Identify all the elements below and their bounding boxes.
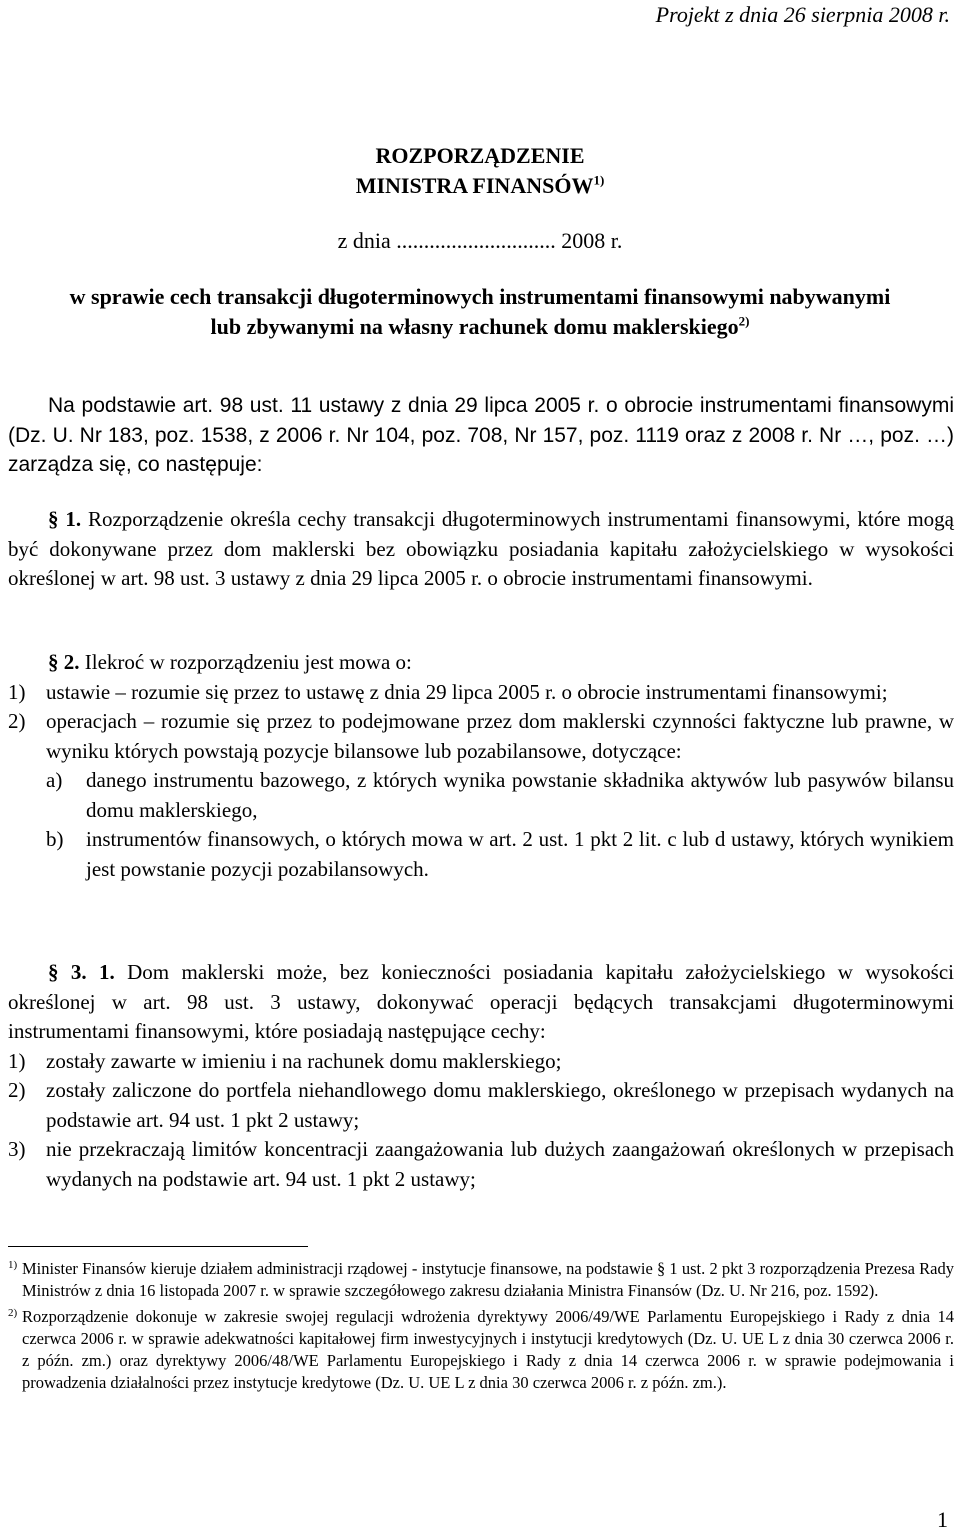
section-2-intro-text: Ilekroć w rozporządzeniu jest mowa o:	[84, 650, 412, 674]
sublist-item	[46, 825, 954, 884]
list-item-text: operacjach – rozumie się przez to podejmowane przez dom maklerski czynności faktyczne lub prawne, w wyniku których powstają pozycje bilansowe lub pozabilansowe, dotyczące:	[46, 709, 954, 763]
footnote-ref-1: 1)	[593, 172, 605, 188]
subject-line-2-text: lub zbywanymi na własny rachunek domu maklerskiego	[210, 314, 739, 339]
section-2-sublist	[8, 766, 954, 884]
document-type-title: ROZPORZĄDZENIE	[375, 143, 585, 168]
subject-line-2	[0, 312, 960, 342]
subject-line-1: w sprawie cech transakcji długoterminowych instrumentami finansowymi nabywanymi	[69, 284, 891, 309]
list-item-label: 1)	[8, 1048, 26, 1073]
section-3-number: 1.	[99, 960, 115, 984]
section-1-text: Rozporządzenie określa cechy transakcji długoterminowych instrumentami finansowymi, które mogą być dokonywane przez dom maklerski bez obowiązku posiadania kapitału założycielskiego w wysokości określonej w art. 98 ust. 3 ustawy z dnia 29 lipca 2005 r. o obrocie instrumentami finansowymi.	[8, 507, 954, 590]
section-1	[8, 505, 954, 594]
date-line: z dnia ............................. 2008 r.	[337, 228, 623, 253]
list-item	[8, 1047, 954, 1077]
footnote-mark: 1)	[8, 1259, 18, 1271]
list-item	[8, 1135, 954, 1194]
section-3-intro	[8, 958, 954, 1047]
section-3-list	[8, 1047, 954, 1195]
sublist-item-text: danego instrumentu bazowego, z których wynika powstanie składnika aktywów lub pasywów bilansu domu maklerskiego,	[86, 768, 954, 822]
footnote-text: Rozporządzenie dokonuje w zakresie swojej regulacji wdrożenia dyrektywy 2006/49/WE Parlamentu Europejskiego i Rady z dnia 14 czerwca 2006 r. w sprawie adekwatności kapitałowej firm inwestycyjnych i instytucji kredytowych (Dz. U. UE L z dnia 30 czerwca 2006 r. z późn. zm.) oraz dyrektywy 2006/48/WE Parlamentu Europejskiego i Rady z dnia 14 czerwca 2006 r. w sprawie podejmowania i prowadzenia działalności przez instytucje kredytowe (Dz. U. UE L z dnia 30 czerwca 2006 r. z późn. zm.).	[22, 1307, 954, 1392]
footnote	[8, 1306, 954, 1394]
list-item	[8, 707, 954, 766]
list-item-label: 3)	[8, 1137, 26, 1161]
sublist-item	[46, 766, 954, 825]
footnote-ref-2: 2)	[738, 313, 750, 329]
section-1-mark: § 1.	[48, 507, 82, 531]
section-2	[8, 648, 954, 884]
list-item	[8, 678, 954, 708]
subject-title	[0, 282, 960, 342]
section-3-mark: § 3.	[48, 960, 87, 984]
project-header: Projekt z dnia 26 sierpnia 2008 r.	[655, 2, 950, 27]
page-number: 1	[937, 1507, 948, 1532]
list-item-text: nie przekraczają limitów koncentracji zaangażowania lub dużych zaangażowań określonych w przepisach wydanych na podstawie art. 94 ust. 1 pkt 2 ustawy;	[46, 1137, 954, 1191]
legal-basis-text: Na podstawie art. 98 ust. 11 ustawy z dnia 29 lipca 2005 r. o obrocie instrumentami finansowymi (Dz. U. Nr 183, poz. 1538, z 2006 r. Nr 104, poz. 708, Nr 157, poz. 1119 oraz z 2008 r. Nr …, poz. …) zarządza się, co następuje:	[8, 394, 954, 476]
section-2-intro	[8, 648, 954, 678]
list-item	[8, 1076, 954, 1135]
list-item-label: 1)	[8, 679, 26, 704]
footnote	[8, 1258, 954, 1302]
legal-basis	[8, 391, 954, 480]
issuer-title	[0, 173, 960, 199]
footnote-mark: 2)	[8, 1307, 18, 1319]
footnotes	[8, 1258, 954, 1398]
list-item-label: 2)	[8, 1078, 26, 1102]
sublist-item-text: instrumentów finansowych, o których mowa w art. 2 ust. 1 pkt 2 lit. c lub d ustawy, których wynikiem jest powstanie pozycji pozabilansowych.	[86, 827, 954, 881]
footnote-separator	[8, 1246, 308, 1247]
issuer-name: MINISTRA FINANSÓW	[355, 173, 594, 198]
list-item-text: zostały zaliczone do portfela niehandlowego domu maklerskiego, określonego w przepisach wydanych na podstawie art. 94 ust. 1 pkt 2 ustawy;	[46, 1078, 954, 1132]
sublist-item-label: b)	[46, 827, 64, 851]
section-2-mark: § 2.	[48, 650, 80, 674]
footnote-text: Minister Finansów kieruje działem administracji rządowej - instytucje finansowe, na podstawie § 1 ust. 2 pkt 3 rozporządzenia Prezesa Rady Ministrów z dnia 16 listopada 2007 r. w sprawie szczegółowego zakresu działania Ministra Finansów (Dz. U. Nr 216, poz. 1592).	[22, 1259, 954, 1300]
list-item-text: zostały zawarte w imieniu i na rachunek domu maklerskiego;	[46, 1048, 562, 1073]
sublist-item-label: a)	[46, 768, 63, 792]
section-3-intro-text: Dom maklerski może, bez konieczności posiadania kapitału założycielskiego w wysokości określonej w art. 98 ust. 3 ustawy, dokonywać operacji będących transakcjami długoterminowymi instrumentami finansowymi, które posiadają następujące cechy:	[8, 960, 954, 1043]
section-3	[8, 958, 954, 1194]
section-2-list	[8, 678, 954, 885]
list-item-text: ustawie – rozumie się przez to ustawę z dnia 29 lipca 2005 r. o obrocie instrumentami finansowymi;	[46, 679, 888, 704]
list-item-label: 2)	[8, 709, 26, 733]
